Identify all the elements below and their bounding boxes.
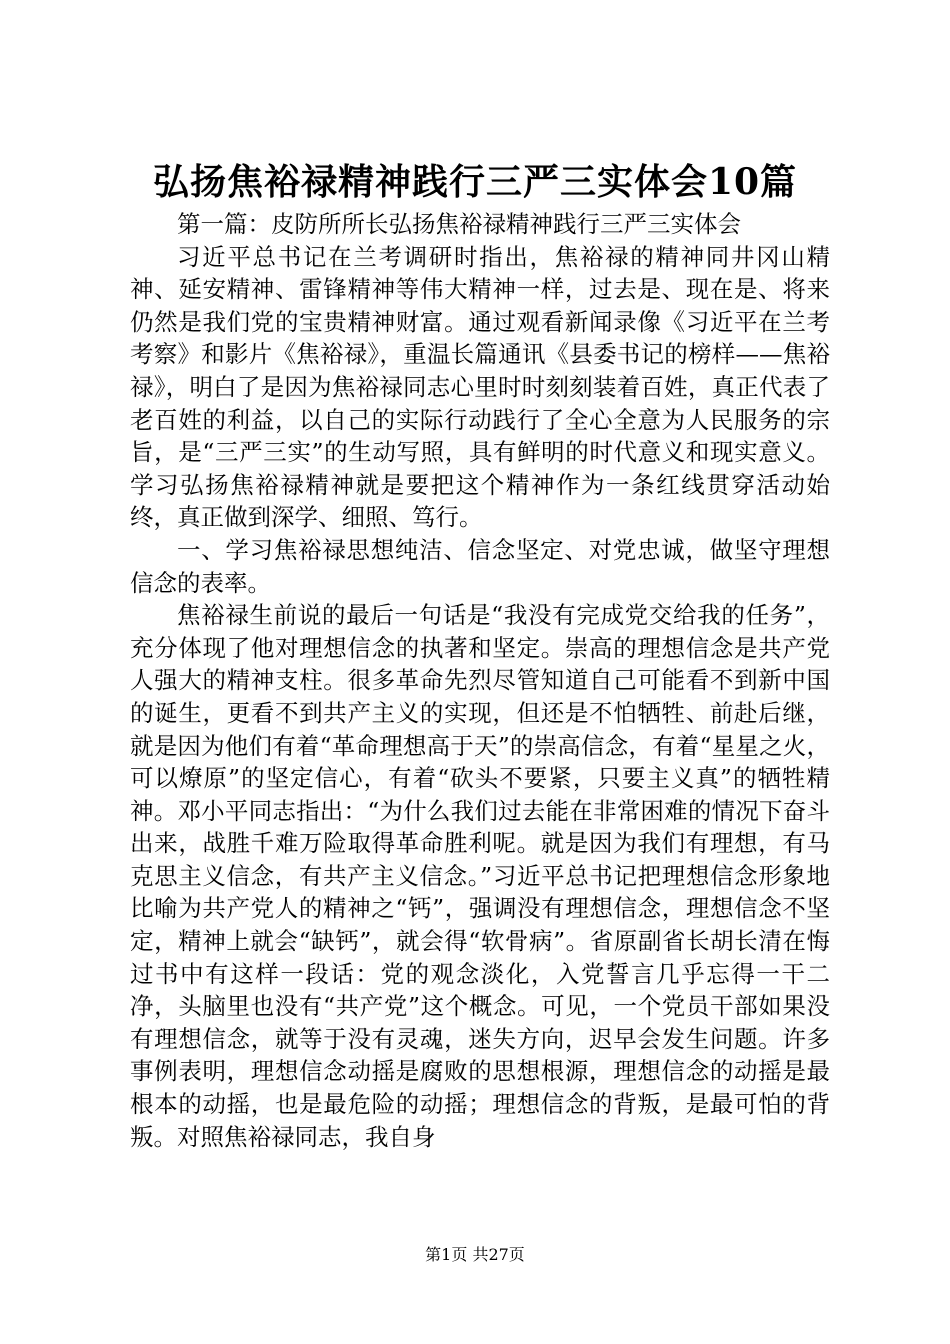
paragraph: 一、学习焦裕禄思想纯洁、信念坚定、对党忠诚，做坚守理想信念的表率。 [130, 535, 830, 597]
paragraph: 焦裕禄生前说的最后一句话是“我没有完成党交给我的任务”，充分体现了他对理想信念的执著和坚定。崇高的理想信念是共产党人强大的精神支柱。很多革命先烈尽管知道自己可能看不到新中国的诞生，更看不到共产主义的实现，但还是不怕牺牲、前赴后继，就是因为他们有着“革命理想高于天”的崇高信念，有着“星星之火，可以燎原”的坚定信心，有着“砍头不要紧，只要主义真”的牺牲精神。邓小平同志指出：“为什么我们过去能在非常困难的情况下奋斗出来，战胜千难万险取得革命胜利呢。就是因为我们有理想，有马克思主义信念，有共产主义信念。”习近平总书记把理想信念形象地比喻为共产党人的精神之“钙”，强调没有理想信念，理想信念不坚定，精神上就会“缺钙”，就会得“软骨病”。省原副省长胡长清在悔过书中有这样一段话：党的观念淡化，入党誓言几乎忘得一干二净，头脑里也没有“共产党”这个概念。可见，一个党员干部如果没有理想信念，就等于没有灵魂，迷失方向，迟早会发生问题。许多事例表明，理想信念动摇是腐败的思想根源，理想信念的动摇是最根本的动摇，也是最危险的动摇；理想信念的背叛，是最可怕的背叛。对照焦裕禄同志，我自身 [130, 601, 830, 1151]
page-footer: 第1页 共27页 [425, 1245, 525, 1264]
paragraph: 习近平总书记在兰考调研时指出，焦裕禄的精神同井冈山精神、延安精神、雷锋精神等伟大精神一样，过去是、现在是、将来仍然是我们党的宝贵精神财富。通过观看新闻录像《习近平在兰考考察》和影片《焦裕禄》，重温长篇通讯《县委书记的榜样——焦裕禄》，明白了是因为焦裕禄同志心里时时刻刻装着百姓，真正代表了老百姓的利益，以自己的实际行动践行了全心全意为人民服务的宗旨，是“三严三实”的生动写照，具有鲜明的时代意义和现实意义。学习弘扬焦裕禄精神就是要把这个精神作为一条红线贯穿活动始终，真正做到深学、细照、笃行。 [130, 242, 830, 532]
document-body [130, 208, 830, 1153]
document-title: 弘扬焦裕禄精神践行三严三实体会10篇 [152, 161, 798, 203]
section-subtitle: 第一篇：皮防所所长弘扬焦裕禄精神践行三严三实体会 [177, 210, 741, 238]
